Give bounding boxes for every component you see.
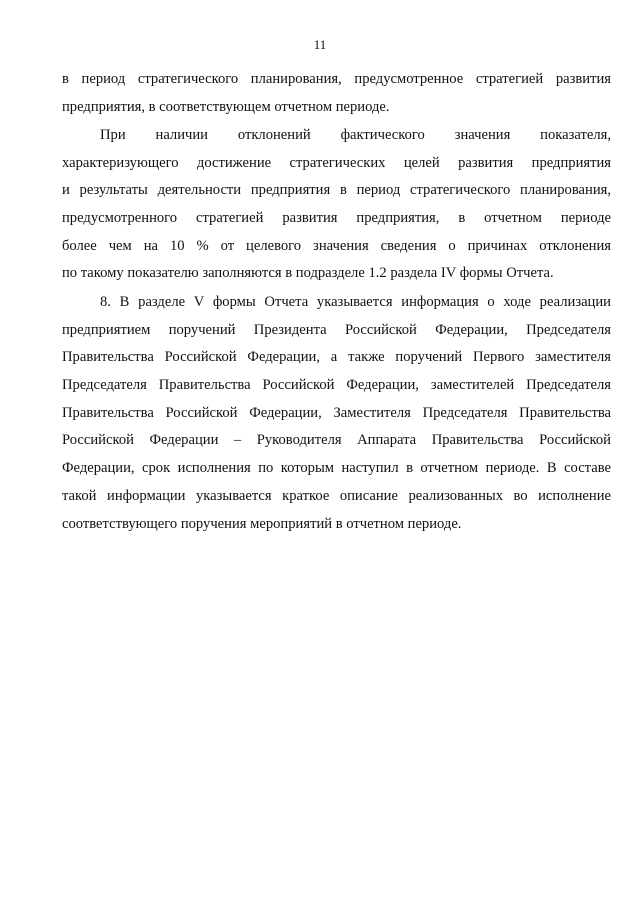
text-line: по такому показателю заполняются в подразделе 1.2 раздела IV формы Отчета. bbox=[62, 265, 554, 282]
text-line: предприятия, в соответствующем отчетном периоде. bbox=[62, 98, 390, 115]
paragraph-continuation bbox=[62, 66, 611, 121]
text-line: Федерации, срок исполнения по которым наступил в отчетном периоде. В составе bbox=[62, 460, 611, 477]
text-line: более чем на 10 % от целевого значения сведения о причинах отклонения bbox=[62, 237, 611, 254]
text-line: При наличии отклонений фактического значения показателя, bbox=[100, 127, 611, 143]
text-line: соответствующего поручения мероприятий в отчетном периоде. bbox=[62, 515, 462, 532]
paragraph-section-v bbox=[62, 289, 611, 538]
text-line: Правительства Российской Федерации, а также поручений Первого заместителя bbox=[62, 349, 611, 366]
text-line: 8. В разделе V формы Отчета указывается информация о ходе реализации bbox=[100, 294, 611, 310]
text-line: в период стратегического планирования, предусмотренное стратегией развития bbox=[62, 71, 611, 87]
paragraph-deviations bbox=[62, 122, 611, 288]
text-line: Российской Федерации – Руководителя Аппарата Правительства Российской bbox=[62, 432, 611, 449]
text-line: Председателя Правительства Российской Федерации, заместителей Председателя bbox=[62, 377, 611, 394]
text-line: такой информации указывается краткое описание реализованных во исполнение bbox=[62, 487, 611, 504]
text-line: предприятием поручений Президента Российской Федерации, Председателя bbox=[62, 321, 611, 338]
text-line: и результаты деятельности предприятия в период стратегического планирования, bbox=[62, 182, 611, 199]
page-number: 11 bbox=[313, 37, 327, 52]
text-line: Правительства Российской Федерации, Заместителя Председателя Правительства bbox=[62, 404, 611, 421]
text-line: предусмотренного стратегией развития предприятия, в отчетном периоде bbox=[62, 210, 611, 227]
text-line: характеризующего достижение стратегических целей развития предприятия bbox=[62, 154, 611, 171]
